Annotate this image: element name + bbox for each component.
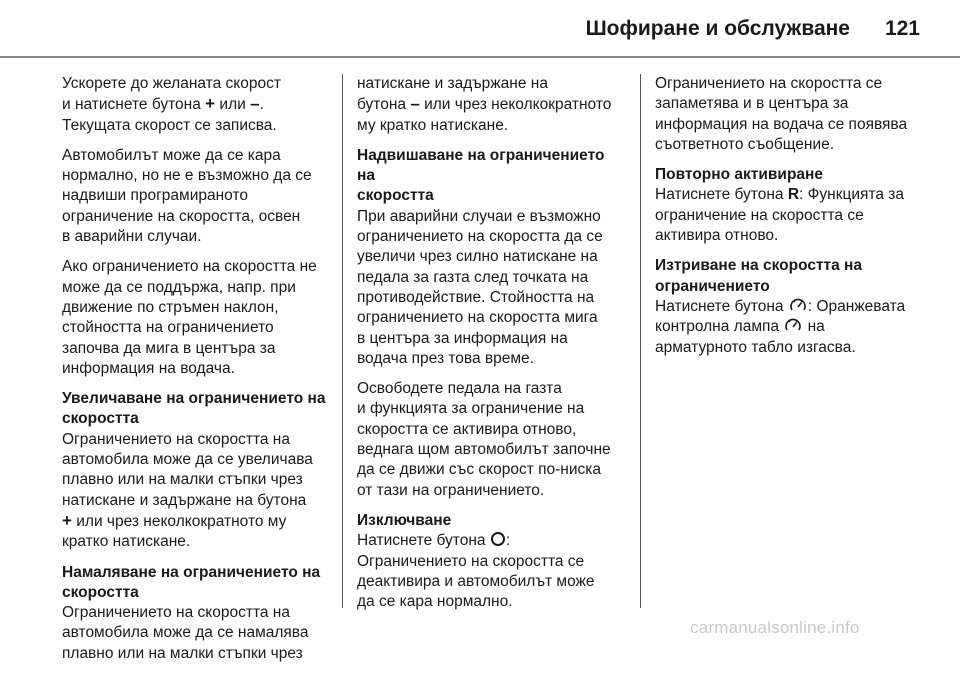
text-line: кратко натискане.	[62, 533, 191, 551]
text-line: увеличи чрез силно натискане на	[357, 248, 598, 266]
text-line: скоростта	[62, 583, 139, 601]
text-line: бутона	[357, 96, 407, 114]
paragraph	[357, 531, 625, 612]
paragraph	[62, 603, 330, 664]
text-line: автомобила може да се увеличава	[62, 451, 313, 469]
text-line: Ако ограничението на скоростта не	[62, 258, 317, 276]
paragraph: Ускорете до желаната скорост и натиснете бутона + или –. Текущата скорост се записва.	[62, 75, 281, 134]
text-line: от тази на ограничението.	[357, 481, 545, 499]
paragraph	[62, 146, 330, 247]
text-line: движение по стръмен наклон,	[62, 298, 279, 316]
text-line: При аварийни случаи е възможно	[357, 207, 601, 225]
text-line: Ограничението на скоростта на	[62, 604, 290, 622]
text-line: активира отново.	[655, 227, 779, 245]
text-line: съответното съобщение.	[655, 135, 835, 153]
watermark: carmanualsonline.info	[690, 618, 860, 637]
column-2	[357, 74, 625, 622]
text-line: Изтриване на скоростта на	[655, 257, 863, 275]
text-line: му кратко натискане.	[357, 116, 509, 134]
text-line: скоростта	[357, 187, 434, 205]
text-line: контролна лампа	[655, 318, 779, 336]
speedometer-icon	[789, 297, 807, 313]
column-divider	[342, 74, 343, 608]
section-heading: Изключване	[357, 511, 452, 529]
text-line: може да се поддържа, напр. при	[62, 278, 296, 296]
minus-symbol: –	[250, 94, 260, 114]
text-line: автомобила може да се намалява	[62, 624, 309, 642]
text-line: информация на водача.	[62, 359, 235, 377]
text-line: в центъра за информация на	[357, 329, 568, 347]
column-1	[62, 74, 330, 674]
paragraph	[655, 297, 935, 358]
text-line: плавно или на малки стъпки чрез	[62, 644, 303, 662]
text-line: Автомобилът може да се кара	[62, 146, 281, 164]
text-line: : Оранжевата	[807, 297, 906, 315]
text-line: Ограничението на скоростта на	[62, 430, 290, 448]
text-line: Намаляване на ограничението на	[62, 563, 321, 581]
text-line: ограничението на скоростта мига	[357, 309, 598, 327]
paragraph	[62, 430, 330, 553]
text-line: веднага щом автомобилът започне	[357, 441, 611, 459]
text-line: започва да мига в центъра за	[62, 339, 276, 357]
text-line: и функцията за ограничение на	[357, 400, 585, 418]
text-line: педала за газта след точката на	[357, 268, 589, 286]
column-3	[655, 74, 935, 368]
text-line: арматурното табло изгасва.	[655, 338, 856, 356]
text-line: Освободете педала на газта	[357, 380, 562, 398]
paragraph	[357, 207, 625, 369]
page-title: Шофиране и обслужване	[585, 17, 850, 40]
text-line: Увеличаване на ограничението на	[62, 390, 326, 408]
text-line: в аварийни случаи.	[62, 228, 202, 246]
text-line: Натиснете бутона	[655, 297, 784, 315]
minus-symbol: –	[410, 94, 420, 114]
text-line: скоростта	[62, 410, 139, 428]
paragraph	[357, 74, 625, 136]
section-heading: Повторно активиране	[655, 166, 824, 184]
header-rule	[0, 56, 960, 58]
text-line: запаметява и в центъра за	[655, 95, 849, 113]
text-line: Ограничението на скоростта се	[655, 75, 883, 92]
text-line: на	[803, 318, 825, 336]
page-number: 121	[884, 17, 920, 40]
text-line: Натиснете бутона	[357, 532, 486, 550]
text-line: нормално, но не е възможно да се	[62, 167, 312, 185]
text-line: водача през това време.	[357, 349, 534, 367]
text-line: деактивира и автомобилът може	[357, 572, 595, 590]
text-line: да се движи със скорост по-ниска	[357, 461, 602, 479]
paragraph	[655, 74, 935, 155]
text-line: информация на водача се появява	[655, 115, 908, 133]
text-line: ограничението	[655, 277, 770, 295]
column-divider	[640, 74, 641, 608]
section-heading	[655, 256, 935, 297]
text-line: противодействие. Стойността на	[357, 288, 595, 306]
text-line: или чрез неколкократното му	[71, 512, 287, 530]
page-header	[0, 0, 960, 54]
text-line: или чрез неколкократното	[419, 96, 612, 114]
text-line: Надвишаване на ограничението на	[357, 146, 605, 185]
text-line: да се кара нормално.	[357, 593, 513, 611]
section-heading	[357, 146, 625, 207]
text-line: надвиши програмираното	[62, 187, 248, 205]
text-line: натискане и задържане на	[357, 75, 548, 92]
ring-button-icon	[491, 532, 505, 546]
text-line: ограничение на скоростта, освен	[62, 207, 301, 225]
r-button-symbol: R	[787, 186, 800, 204]
text-line: скоростта се активира отново,	[357, 420, 577, 438]
text-line: плавно или на малки стъпки чрез	[62, 471, 303, 489]
speedometer-icon	[784, 317, 802, 333]
section-heading	[62, 563, 330, 604]
text-line: : Функцията за	[799, 186, 905, 204]
section-heading	[62, 389, 330, 430]
text-line: ограничението на скоростта да се	[357, 228, 603, 246]
paragraph	[62, 257, 330, 379]
plus-symbol: +	[205, 94, 216, 114]
paragraph	[357, 379, 625, 501]
paragraph	[655, 185, 935, 246]
text-line: стойността на ограничението	[62, 319, 274, 337]
text-line: ограничение на скоростта се	[655, 206, 864, 224]
text-line: натискане и задържане на бутона	[62, 491, 307, 509]
text-line: Ограничението на скоростта се	[357, 552, 585, 570]
plus-symbol: +	[62, 510, 72, 530]
text-line: :	[505, 532, 511, 550]
text-line: Натиснете бутона	[655, 186, 784, 204]
